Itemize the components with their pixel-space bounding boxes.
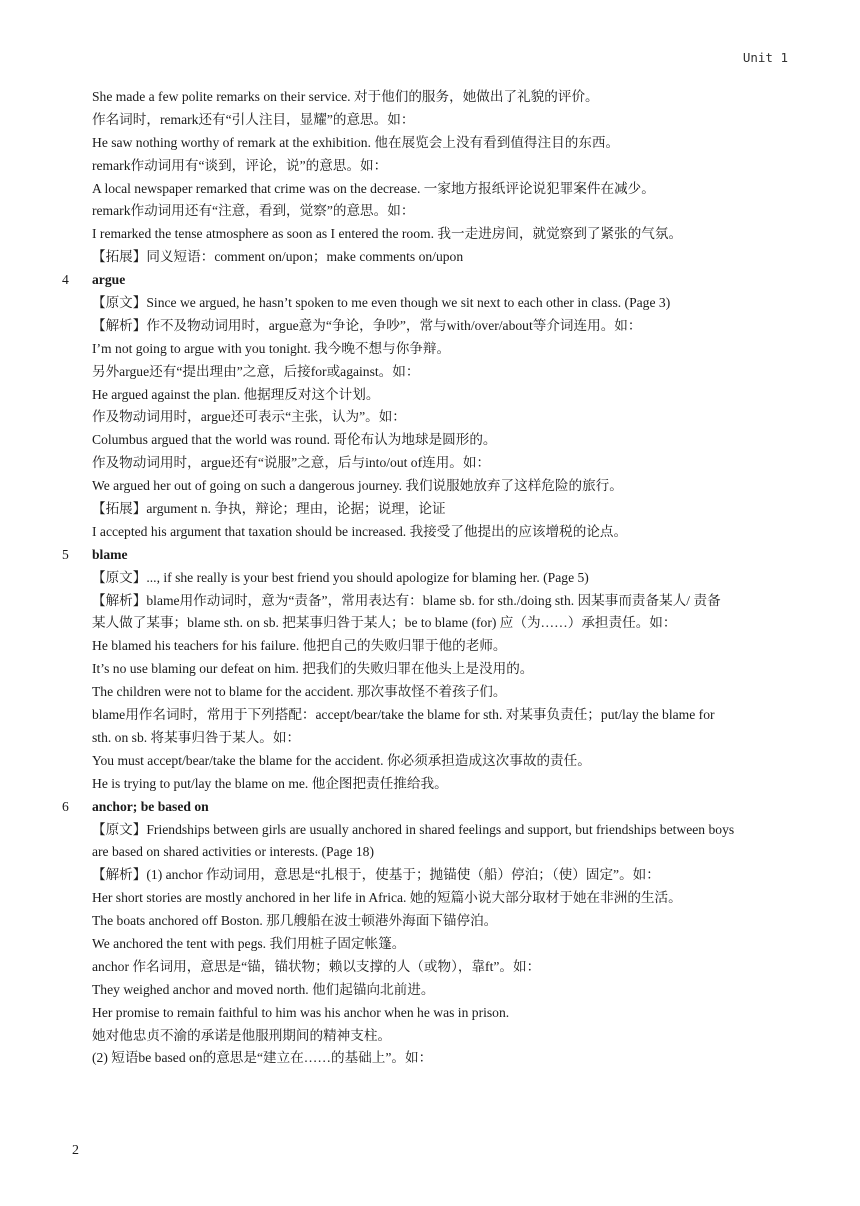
- text-line: I’m not going to argue with you tonight. 我今晚不想与你争辩。: [92, 340, 451, 356]
- entry-heading: [62, 269, 792, 292]
- text-line: (2) 短语be based on的意思是“建立在……的基础上”。如：: [92, 1050, 433, 1066]
- text-line: He blamed his teachers for his failure. 他把自己的失败归罪于他的老师。: [92, 638, 507, 654]
- text-line: anchor 作名词用，意思是“锚，锚状物；赖以支撑的人（或物），靠ft”。如：: [92, 958, 541, 974]
- text-line: remark作动词用还有“注意，看到，觉察”的意思。如：: [92, 203, 415, 219]
- entry-heading: [62, 796, 792, 819]
- text-line: 【解析】blame用作动词时，意为“责备”，常用表达有：blame sb. for sth./doing sth. 因某事而责备某人/ 责备: [92, 592, 721, 608]
- text-line: 作及物动词用时，argue还有“说服”之意，后与into/out of连用。如：: [92, 455, 491, 471]
- text-line: 她对他忠贞不渝的承诺是他服刑期间的精神支柱。: [92, 1027, 392, 1043]
- text-line: blame用作名词时，常用于下列搭配：accept/bear/take the blame for sth. 对某事负责任；put/lay the blame for: [92, 707, 715, 723]
- text-line: Columbus argued that the world was round. 哥伦布认为地球是圆形的。: [92, 432, 497, 448]
- text-line: We argued her out of going on such a dangerous journey. 我们说服她放弃了这样危险的旅行。: [92, 478, 623, 494]
- entry-number: 4: [62, 272, 69, 288]
- text-line: 【解析】(1) anchor 作动词用，意思是“扎根于，使基于；抛锚使（船）停泊；（使）固定”。如：: [92, 867, 660, 883]
- text-line: 【拓展】同义短语：comment on/upon；make comments on/upon: [92, 249, 464, 265]
- text-line: remark作动词用有“谈到，评论，说”的意思。如：: [92, 157, 388, 173]
- text-line: Her short stories are mostly anchored in her life in Africa. 她的短篇小说大部分取材于她在非洲的生活。: [92, 890, 682, 906]
- text-line: 某人做了某事；blame sth. on sb. 把某事归咎于某人；be to blame (for) 应（为……）承担责任。如：: [92, 615, 677, 631]
- text-line: 作名词时，remark还有“引人注目，显耀”的意思。如：: [92, 111, 415, 127]
- entry-word: anchor; be based on: [92, 798, 209, 814]
- text-line: He argued against the plan. 他据理反对这个计划。: [92, 386, 380, 402]
- text-line: 【原文】..., if she really is your best friend you should apologize for blaming her. (Page 5): [92, 569, 589, 585]
- text-line: I remarked the tense atmosphere as soon as I entered the room. 我一走进房间，就觉察到了紧张的气氛。: [92, 226, 683, 242]
- text-line: 【拓展】argument n. 争执，辩论；理由，论据；说理，论证: [92, 501, 446, 517]
- text-line: You must accept/bear/take the blame for the accident. 你必须承担造成这次事故的责任。: [92, 752, 591, 768]
- text-line: 【原文】Friendships between girls are usually anchored in shared feelings and support, but friendships between boys: [92, 821, 735, 837]
- text-line: sth. on sb. 将某事归咎于某人。如：: [92, 729, 301, 745]
- running-header: Unit 1: [742, 50, 788, 65]
- text-line: The children were not to blame for the accident. 那次事故怪不着孩子们。: [92, 684, 507, 700]
- entry-word: argue: [92, 272, 126, 288]
- document-body: [62, 86, 792, 1070]
- page-number: 2: [72, 1143, 79, 1158]
- text-line: They weighed anchor and moved north. 他们起锚向北前进。: [92, 981, 435, 997]
- entry-number: 5: [62, 546, 69, 562]
- text-line: 【原文】Since we argued, he hasn’t spoken to me even though we sit next to each other in class. (Page 3): [92, 295, 671, 311]
- text-line: 【解析】作不及物动词用时，argue意为“争论，争吵”，常与with/over/about等介词连用。如：: [92, 317, 642, 333]
- text-line: It’s no use blaming our defeat on him. 把我们的失败归罪在他头上是没用的。: [92, 661, 534, 677]
- text-line: 作及物动词用时，argue还可表示“主张，认为”。如：: [92, 409, 406, 425]
- text-line: I accepted his argument that taxation should be increased. 我接受了他提出的应该增税的论点。: [92, 523, 628, 539]
- text-line: He is trying to put/lay the blame on me. 他企图把责任推给我。: [92, 775, 448, 791]
- text-line: The boats anchored off Boston. 那几艘船在波士顿港外海面下锚停泊。: [92, 913, 498, 929]
- text-line: A local newspaper remarked that crime was on the decrease. 一家地方报纸评论说犯罪案件在减少。: [92, 180, 655, 196]
- entry-word: blame: [92, 546, 128, 562]
- entry-number: 6: [62, 798, 69, 814]
- entry-heading: [62, 544, 792, 567]
- text-line: are based on shared activities or interests. (Page 18): [92, 844, 374, 860]
- text-line: He saw nothing worthy of remark at the exhibition. 他在展览会上没有看到值得注目的东西。: [92, 134, 620, 150]
- text-line: She made a few polite remarks on their service. 对于他们的服务，她做出了礼貌的评价。: [92, 89, 599, 104]
- text-line: Her promise to remain faithful to him was his anchor when he was in prison.: [92, 1004, 510, 1020]
- text-line: 另外argue还有“提出理由”之意，后接for或against。如：: [92, 363, 420, 379]
- text-line: We anchored the tent with pegs. 我们用桩子固定帐篷。: [92, 935, 406, 951]
